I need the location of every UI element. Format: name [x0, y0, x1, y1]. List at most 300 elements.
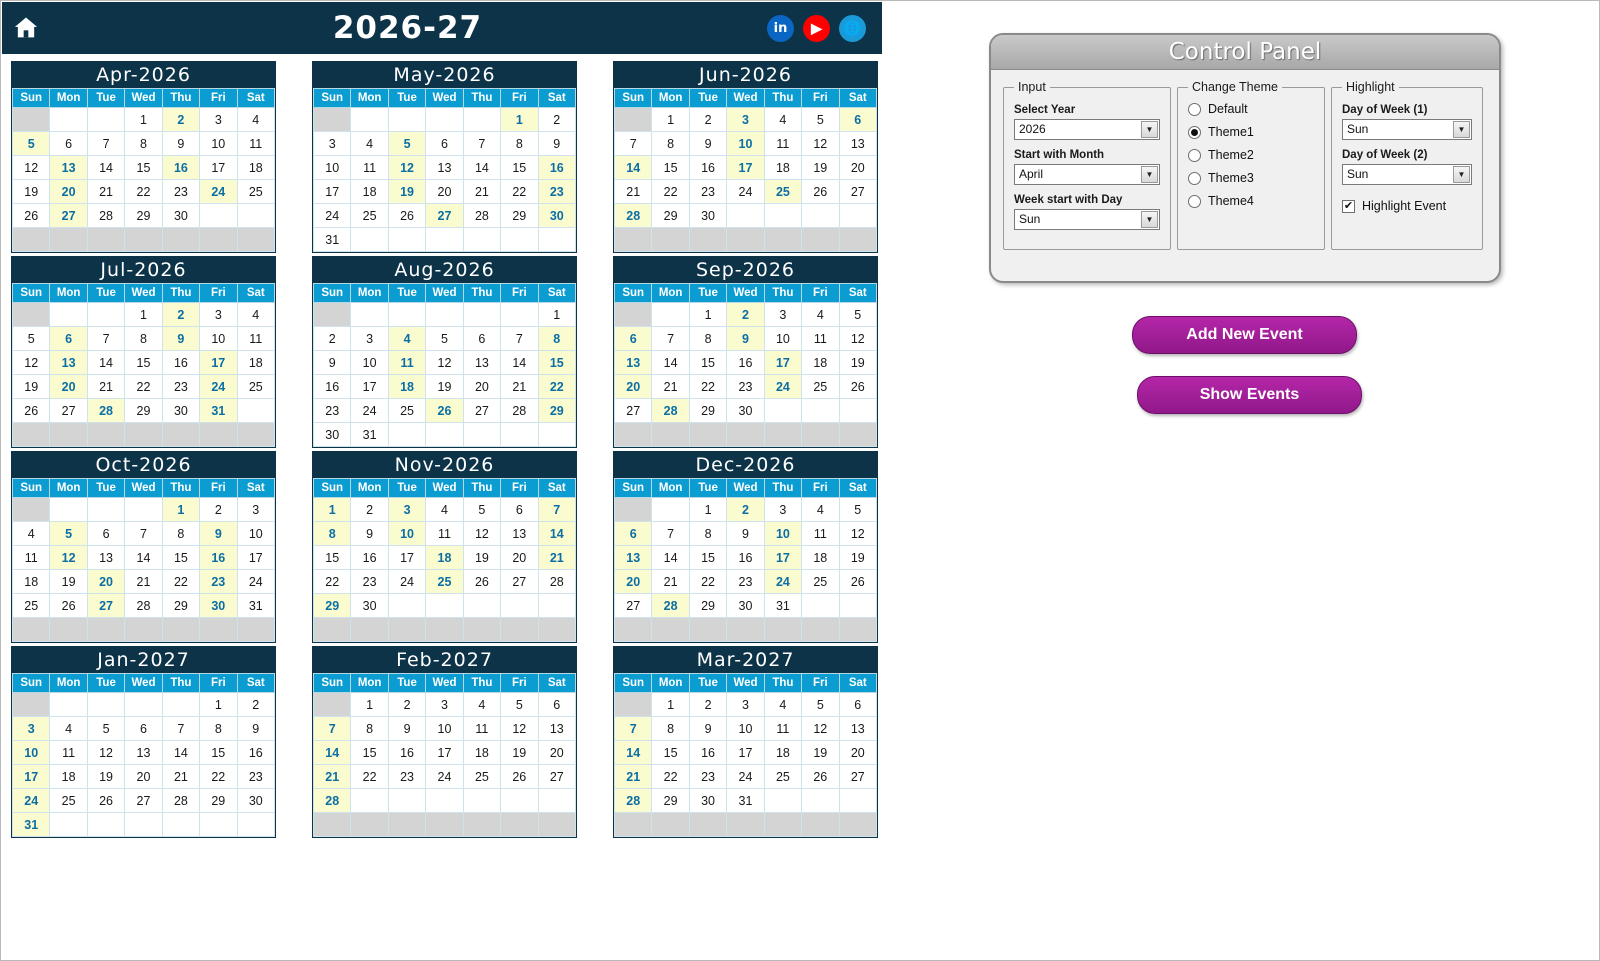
calendar-day-cell[interactable]: 23: [200, 570, 237, 594]
calendar-day-cell[interactable]: 29: [501, 204, 538, 228]
calendar-day-cell[interactable]: 16: [314, 375, 351, 399]
calendar-day-cell[interactable]: 22: [501, 180, 538, 204]
calendar-day-cell[interactable]: 6: [50, 327, 87, 351]
calendar-day-cell[interactable]: 25: [388, 399, 425, 423]
calendar-day-cell[interactable]: 13: [839, 132, 876, 156]
calendar-day-cell[interactable]: 12: [463, 522, 500, 546]
calendar-day-cell[interactable]: 9: [314, 351, 351, 375]
calendar-day-cell[interactable]: 9: [727, 327, 764, 351]
calendar-day-cell[interactable]: 9: [162, 327, 199, 351]
calendar-day-cell[interactable]: 29: [652, 204, 689, 228]
calendar-day-cell[interactable]: 28: [162, 789, 199, 813]
calendar-day-cell[interactable]: 27: [615, 399, 652, 423]
calendar-day-cell[interactable]: 16: [727, 351, 764, 375]
calendar-day-cell[interactable]: 25: [50, 789, 87, 813]
calendar-day-cell[interactable]: 1: [314, 498, 351, 522]
calendar-day-cell[interactable]: 21: [652, 570, 689, 594]
calendar-day-cell[interactable]: 5: [802, 693, 839, 717]
calendar-day-cell[interactable]: 14: [162, 741, 199, 765]
calendar-day-cell[interactable]: 30: [200, 594, 237, 618]
calendar-day-cell[interactable]: 3: [200, 108, 237, 132]
calendar-day-cell[interactable]: 16: [162, 351, 199, 375]
calendar-day-cell[interactable]: 15: [162, 546, 199, 570]
calendar-day-cell[interactable]: 5: [501, 693, 538, 717]
calendar-day-cell[interactable]: 27: [125, 789, 162, 813]
calendar-day-cell[interactable]: 7: [162, 717, 199, 741]
calendar-day-cell[interactable]: 5: [839, 303, 876, 327]
calendar-day-cell[interactable]: 11: [237, 132, 274, 156]
calendar-day-cell[interactable]: 21: [615, 180, 652, 204]
calendar-day-cell[interactable]: 13: [426, 156, 463, 180]
calendar-day-cell[interactable]: 13: [501, 522, 538, 546]
calendar-day-cell[interactable]: 28: [125, 594, 162, 618]
calendar-day-cell[interactable]: 13: [87, 546, 124, 570]
calendar-day-cell[interactable]: 30: [689, 789, 726, 813]
start-month-dropdown[interactable]: [1014, 164, 1160, 185]
calendar-day-cell[interactable]: 1: [200, 693, 237, 717]
calendar-day-cell[interactable]: 15: [314, 546, 351, 570]
calendar-day-cell[interactable]: 9: [727, 522, 764, 546]
calendar-day-cell[interactable]: 14: [314, 741, 351, 765]
calendar-day-cell[interactable]: 7: [463, 132, 500, 156]
calendar-day-cell[interactable]: 2: [689, 108, 726, 132]
calendar-day-cell[interactable]: 16: [538, 156, 575, 180]
calendar-day-cell[interactable]: 1: [351, 693, 388, 717]
calendar-day-cell[interactable]: 4: [802, 498, 839, 522]
calendar-day-cell[interactable]: 22: [689, 570, 726, 594]
calendar-day-cell[interactable]: 30: [689, 204, 726, 228]
calendar-day-cell[interactable]: 29: [689, 399, 726, 423]
calendar-day-cell[interactable]: 21: [162, 765, 199, 789]
calendar-day-cell[interactable]: 18: [237, 156, 274, 180]
calendar-day-cell[interactable]: 14: [463, 156, 500, 180]
calendar-day-cell[interactable]: 19: [13, 180, 50, 204]
calendar-day-cell[interactable]: 11: [802, 327, 839, 351]
calendar-day-cell[interactable]: 7: [652, 522, 689, 546]
calendar-day-cell[interactable]: 25: [463, 765, 500, 789]
calendar-day-cell[interactable]: 22: [538, 375, 575, 399]
theme-option-theme3[interactable]: [1188, 171, 1314, 185]
calendar-day-cell[interactable]: 18: [351, 180, 388, 204]
calendar-day-cell[interactable]: 24: [314, 204, 351, 228]
calendar-day-cell[interactable]: 9: [351, 522, 388, 546]
calendar-day-cell[interactable]: 26: [426, 399, 463, 423]
calendar-day-cell[interactable]: 16: [237, 741, 274, 765]
calendar-day-cell[interactable]: 1: [501, 108, 538, 132]
calendar-day-cell[interactable]: 18: [388, 375, 425, 399]
calendar-day-cell[interactable]: 15: [125, 351, 162, 375]
calendar-day-cell[interactable]: 21: [501, 375, 538, 399]
calendar-day-cell[interactable]: 3: [351, 327, 388, 351]
calendar-day-cell[interactable]: 14: [652, 546, 689, 570]
calendar-day-cell[interactable]: 17: [314, 180, 351, 204]
calendar-day-cell[interactable]: 10: [388, 522, 425, 546]
calendar-day-cell[interactable]: 4: [237, 303, 274, 327]
calendar-day-cell[interactable]: 19: [463, 546, 500, 570]
calendar-day-cell[interactable]: 15: [538, 351, 575, 375]
calendar-day-cell[interactable]: 29: [652, 789, 689, 813]
calendar-day-cell[interactable]: 22: [652, 180, 689, 204]
calendar-day-cell[interactable]: 8: [125, 132, 162, 156]
calendar-day-cell[interactable]: 24: [200, 375, 237, 399]
calendar-day-cell[interactable]: 12: [13, 351, 50, 375]
calendar-day-cell[interactable]: 15: [125, 156, 162, 180]
calendar-day-cell[interactable]: 18: [13, 570, 50, 594]
calendar-day-cell[interactable]: 16: [689, 741, 726, 765]
calendar-day-cell[interactable]: 5: [388, 132, 425, 156]
calendar-day-cell[interactable]: 27: [50, 204, 87, 228]
calendar-day-cell[interactable]: 19: [388, 180, 425, 204]
home-icon[interactable]: [4, 6, 48, 50]
calendar-day-cell[interactable]: 15: [351, 741, 388, 765]
calendar-day-cell[interactable]: 17: [727, 156, 764, 180]
calendar-day-cell[interactable]: 18: [764, 156, 801, 180]
calendar-day-cell[interactable]: 26: [87, 789, 124, 813]
calendar-day-cell[interactable]: 30: [727, 399, 764, 423]
calendar-day-cell[interactable]: 19: [87, 765, 124, 789]
calendar-day-cell[interactable]: 1: [125, 303, 162, 327]
calendar-day-cell[interactable]: 2: [237, 693, 274, 717]
calendar-day-cell[interactable]: 14: [501, 351, 538, 375]
calendar-day-cell[interactable]: 21: [125, 570, 162, 594]
calendar-day-cell[interactable]: 19: [13, 375, 50, 399]
calendar-day-cell[interactable]: 25: [13, 594, 50, 618]
calendar-day-cell[interactable]: 14: [652, 351, 689, 375]
website-icon[interactable]: 🌐: [839, 15, 866, 42]
calendar-day-cell[interactable]: 2: [314, 327, 351, 351]
calendar-day-cell[interactable]: 28: [314, 789, 351, 813]
calendar-day-cell[interactable]: 12: [501, 717, 538, 741]
calendar-day-cell[interactable]: 13: [615, 546, 652, 570]
calendar-day-cell[interactable]: 22: [314, 570, 351, 594]
calendar-day-cell[interactable]: 20: [87, 570, 124, 594]
calendar-day-cell[interactable]: 31: [764, 594, 801, 618]
calendar-day-cell[interactable]: 11: [13, 546, 50, 570]
calendar-day-cell[interactable]: 3: [200, 303, 237, 327]
calendar-day-cell[interactable]: 8: [652, 717, 689, 741]
calendar-day-cell[interactable]: 4: [764, 693, 801, 717]
calendar-day-cell[interactable]: 12: [802, 717, 839, 741]
calendar-day-cell[interactable]: 27: [426, 204, 463, 228]
calendar-day-cell[interactable]: 22: [351, 765, 388, 789]
calendar-day-cell[interactable]: 29: [125, 399, 162, 423]
calendar-day-cell[interactable]: 9: [237, 717, 274, 741]
calendar-day-cell[interactable]: 27: [501, 570, 538, 594]
calendar-day-cell[interactable]: 23: [162, 180, 199, 204]
calendar-day-cell[interactable]: 23: [314, 399, 351, 423]
calendar-day-cell[interactable]: 13: [50, 351, 87, 375]
calendar-day-cell[interactable]: 23: [727, 570, 764, 594]
calendar-day-cell[interactable]: 12: [802, 132, 839, 156]
calendar-day-cell[interactable]: 7: [538, 498, 575, 522]
calendar-day-cell[interactable]: 8: [501, 132, 538, 156]
calendar-day-cell[interactable]: 21: [538, 546, 575, 570]
calendar-day-cell[interactable]: 1: [125, 108, 162, 132]
calendar-day-cell[interactable]: 28: [652, 399, 689, 423]
calendar-day-cell[interactable]: 31: [351, 423, 388, 447]
calendar-day-cell[interactable]: 22: [162, 570, 199, 594]
calendar-day-cell[interactable]: 20: [463, 375, 500, 399]
calendar-day-cell[interactable]: 4: [237, 108, 274, 132]
calendar-day-cell[interactable]: 20: [125, 765, 162, 789]
calendar-day-cell[interactable]: 20: [538, 741, 575, 765]
calendar-day-cell[interactable]: 18: [802, 351, 839, 375]
calendar-day-cell[interactable]: 16: [689, 156, 726, 180]
calendar-day-cell[interactable]: 22: [200, 765, 237, 789]
calendar-day-cell[interactable]: 4: [764, 108, 801, 132]
calendar-day-cell[interactable]: 3: [13, 717, 50, 741]
calendar-day-cell[interactable]: 24: [388, 570, 425, 594]
calendar-day-cell[interactable]: 31: [314, 228, 351, 252]
calendar-day-cell[interactable]: 21: [87, 375, 124, 399]
calendar-day-cell[interactable]: 5: [463, 498, 500, 522]
calendar-day-cell[interactable]: 28: [87, 204, 124, 228]
calendar-day-cell[interactable]: 15: [200, 741, 237, 765]
calendar-day-cell[interactable]: 29: [162, 594, 199, 618]
calendar-day-cell[interactable]: 24: [13, 789, 50, 813]
calendar-day-cell[interactable]: 8: [162, 522, 199, 546]
calendar-day-cell[interactable]: 18: [764, 741, 801, 765]
calendar-day-cell[interactable]: 2: [727, 303, 764, 327]
calendar-day-cell[interactable]: 31: [727, 789, 764, 813]
calendar-day-cell[interactable]: 23: [237, 765, 274, 789]
calendar-day-cell[interactable]: 17: [426, 741, 463, 765]
calendar-day-cell[interactable]: 5: [839, 498, 876, 522]
calendar-day-cell[interactable]: 28: [615, 204, 652, 228]
calendar-day-cell[interactable]: 21: [463, 180, 500, 204]
calendar-day-cell[interactable]: 14: [615, 741, 652, 765]
calendar-day-cell[interactable]: 12: [13, 156, 50, 180]
calendar-day-cell[interactable]: 29: [200, 789, 237, 813]
calendar-day-cell[interactable]: 17: [764, 351, 801, 375]
youtube-icon[interactable]: ▶: [803, 15, 830, 42]
calendar-day-cell[interactable]: 20: [501, 546, 538, 570]
calendar-day-cell[interactable]: 8: [689, 327, 726, 351]
calendar-day-cell[interactable]: 6: [87, 522, 124, 546]
calendar-day-cell[interactable]: 31: [200, 399, 237, 423]
calendar-day-cell[interactable]: 13: [839, 717, 876, 741]
calendar-day-cell[interactable]: 7: [615, 132, 652, 156]
calendar-day-cell[interactable]: 30: [162, 399, 199, 423]
calendar-day-cell[interactable]: 6: [615, 522, 652, 546]
calendar-day-cell[interactable]: 4: [388, 327, 425, 351]
calendar-day-cell[interactable]: 26: [50, 594, 87, 618]
calendar-day-cell[interactable]: 16: [351, 546, 388, 570]
calendar-day-cell[interactable]: 24: [200, 180, 237, 204]
calendar-day-cell[interactable]: 11: [463, 717, 500, 741]
calendar-day-cell[interactable]: 7: [314, 717, 351, 741]
select-year-dropdown[interactable]: [1014, 119, 1160, 140]
calendar-day-cell[interactable]: 28: [538, 570, 575, 594]
calendar-day-cell[interactable]: 8: [652, 132, 689, 156]
calendar-day-cell[interactable]: 26: [802, 765, 839, 789]
calendar-day-cell[interactable]: 14: [125, 546, 162, 570]
calendar-day-cell[interactable]: 23: [689, 765, 726, 789]
calendar-day-cell[interactable]: 6: [538, 693, 575, 717]
calendar-day-cell[interactable]: 10: [764, 327, 801, 351]
calendar-day-cell[interactable]: 2: [689, 693, 726, 717]
calendar-day-cell[interactable]: 1: [689, 303, 726, 327]
calendar-day-cell[interactable]: 30: [162, 204, 199, 228]
calendar-day-cell[interactable]: 4: [802, 303, 839, 327]
calendar-day-cell[interactable]: 20: [615, 375, 652, 399]
calendar-day-cell[interactable]: 18: [802, 546, 839, 570]
calendar-day-cell[interactable]: 4: [463, 693, 500, 717]
calendar-day-cell[interactable]: 22: [689, 375, 726, 399]
calendar-day-cell[interactable]: 11: [351, 156, 388, 180]
calendar-day-cell[interactable]: 27: [839, 765, 876, 789]
calendar-day-cell[interactable]: 19: [501, 741, 538, 765]
calendar-day-cell[interactable]: 28: [463, 204, 500, 228]
calendar-day-cell[interactable]: 21: [314, 765, 351, 789]
calendar-day-cell[interactable]: 2: [388, 693, 425, 717]
calendar-day-cell[interactable]: 7: [615, 717, 652, 741]
calendar-day-cell[interactable]: 19: [802, 741, 839, 765]
calendar-day-cell[interactable]: 30: [351, 594, 388, 618]
calendar-day-cell[interactable]: 17: [237, 546, 274, 570]
calendar-day-cell[interactable]: 17: [200, 351, 237, 375]
week-start-dropdown[interactable]: [1014, 209, 1160, 230]
calendar-day-cell[interactable]: 15: [652, 156, 689, 180]
calendar-day-cell[interactable]: 12: [87, 741, 124, 765]
calendar-day-cell[interactable]: 28: [615, 789, 652, 813]
calendar-day-cell[interactable]: 25: [237, 180, 274, 204]
calendar-day-cell[interactable]: 5: [13, 132, 50, 156]
calendar-day-cell[interactable]: 30: [538, 204, 575, 228]
calendar-day-cell[interactable]: 28: [652, 594, 689, 618]
calendar-day-cell[interactable]: 26: [802, 180, 839, 204]
calendar-day-cell[interactable]: 20: [50, 375, 87, 399]
calendar-day-cell[interactable]: 22: [125, 375, 162, 399]
calendar-day-cell[interactable]: 10: [200, 327, 237, 351]
calendar-day-cell[interactable]: 8: [538, 327, 575, 351]
calendar-day-cell[interactable]: 13: [463, 351, 500, 375]
calendar-day-cell[interactable]: 12: [388, 156, 425, 180]
calendar-day-cell[interactable]: 16: [727, 546, 764, 570]
calendar-day-cell[interactable]: 24: [727, 180, 764, 204]
calendar-day-cell[interactable]: 26: [839, 375, 876, 399]
calendar-day-cell[interactable]: 7: [501, 327, 538, 351]
calendar-day-cell[interactable]: 13: [50, 156, 87, 180]
calendar-day-cell[interactable]: 2: [162, 108, 199, 132]
calendar-day-cell[interactable]: 10: [426, 717, 463, 741]
calendar-day-cell[interactable]: 20: [839, 156, 876, 180]
calendar-day-cell[interactable]: 26: [388, 204, 425, 228]
calendar-day-cell[interactable]: 8: [200, 717, 237, 741]
calendar-day-cell[interactable]: 9: [162, 132, 199, 156]
calendar-day-cell[interactable]: 17: [388, 546, 425, 570]
calendar-day-cell[interactable]: 26: [501, 765, 538, 789]
calendar-day-cell[interactable]: 14: [87, 351, 124, 375]
calendar-day-cell[interactable]: 3: [727, 108, 764, 132]
calendar-day-cell[interactable]: 7: [87, 132, 124, 156]
calendar-day-cell[interactable]: 31: [237, 594, 274, 618]
calendar-day-cell[interactable]: 15: [689, 546, 726, 570]
calendar-day-cell[interactable]: 17: [351, 375, 388, 399]
calendar-day-cell[interactable]: 4: [351, 132, 388, 156]
calendar-day-cell[interactable]: 15: [689, 351, 726, 375]
dow1-dropdown[interactable]: [1342, 119, 1472, 140]
calendar-day-cell[interactable]: 6: [463, 327, 500, 351]
calendar-day-cell[interactable]: 24: [764, 375, 801, 399]
calendar-day-cell[interactable]: 1: [538, 303, 575, 327]
calendar-day-cell[interactable]: 5: [802, 108, 839, 132]
calendar-day-cell[interactable]: 15: [652, 741, 689, 765]
calendar-day-cell[interactable]: 11: [50, 741, 87, 765]
calendar-day-cell[interactable]: 21: [615, 765, 652, 789]
calendar-day-cell[interactable]: 10: [314, 156, 351, 180]
calendar-day-cell[interactable]: 26: [13, 399, 50, 423]
calendar-day-cell[interactable]: 23: [351, 570, 388, 594]
calendar-day-cell[interactable]: 23: [689, 180, 726, 204]
calendar-day-cell[interactable]: 12: [426, 351, 463, 375]
calendar-day-cell[interactable]: 12: [839, 522, 876, 546]
calendar-day-cell[interactable]: 6: [426, 132, 463, 156]
calendar-day-cell[interactable]: 13: [125, 741, 162, 765]
calendar-day-cell[interactable]: 5: [426, 327, 463, 351]
calendar-day-cell[interactable]: 25: [802, 570, 839, 594]
calendar-day-cell[interactable]: 3: [388, 498, 425, 522]
calendar-day-cell[interactable]: 16: [200, 546, 237, 570]
calendar-day-cell[interactable]: 4: [13, 522, 50, 546]
calendar-day-cell[interactable]: 17: [727, 741, 764, 765]
calendar-day-cell[interactable]: 16: [388, 741, 425, 765]
calendar-day-cell[interactable]: 2: [538, 108, 575, 132]
calendar-day-cell[interactable]: 23: [538, 180, 575, 204]
calendar-day-cell[interactable]: 4: [50, 717, 87, 741]
calendar-day-cell[interactable]: 6: [50, 132, 87, 156]
highlight-event-checkbox[interactable]: [1342, 199, 1472, 213]
calendar-day-cell[interactable]: 10: [237, 522, 274, 546]
calendar-day-cell[interactable]: 17: [764, 546, 801, 570]
calendar-day-cell[interactable]: 20: [426, 180, 463, 204]
calendar-day-cell[interactable]: 1: [652, 108, 689, 132]
calendar-day-cell[interactable]: 25: [764, 180, 801, 204]
calendar-day-cell[interactable]: 8: [125, 327, 162, 351]
calendar-day-cell[interactable]: 11: [388, 351, 425, 375]
calendar-day-cell[interactable]: 30: [314, 423, 351, 447]
calendar-day-cell[interactable]: 2: [727, 498, 764, 522]
add-new-event-button[interactable]: Add New Event: [1132, 316, 1357, 354]
calendar-day-cell[interactable]: 14: [538, 522, 575, 546]
calendar-day-cell[interactable]: 17: [200, 156, 237, 180]
calendar-day-cell[interactable]: 20: [50, 180, 87, 204]
calendar-day-cell[interactable]: 24: [237, 570, 274, 594]
calendar-day-cell[interactable]: 25: [764, 765, 801, 789]
calendar-day-cell[interactable]: 13: [538, 717, 575, 741]
calendar-day-cell[interactable]: 18: [426, 546, 463, 570]
calendar-day-cell[interactable]: 24: [351, 399, 388, 423]
calendar-day-cell[interactable]: 12: [50, 546, 87, 570]
calendar-day-cell[interactable]: 31: [13, 813, 50, 837]
calendar-day-cell[interactable]: 11: [764, 717, 801, 741]
calendar-day-cell[interactable]: 27: [50, 399, 87, 423]
calendar-day-cell[interactable]: 3: [764, 498, 801, 522]
calendar-day-cell[interactable]: 18: [463, 741, 500, 765]
calendar-day-cell[interactable]: 1: [652, 693, 689, 717]
calendar-day-cell[interactable]: 3: [426, 693, 463, 717]
calendar-day-cell[interactable]: 4: [426, 498, 463, 522]
calendar-day-cell[interactable]: 22: [125, 180, 162, 204]
calendar-day-cell[interactable]: 9: [689, 132, 726, 156]
calendar-day-cell[interactable]: 22: [652, 765, 689, 789]
calendar-day-cell[interactable]: 11: [802, 522, 839, 546]
calendar-day-cell[interactable]: 8: [351, 717, 388, 741]
calendar-day-cell[interactable]: 29: [689, 594, 726, 618]
calendar-day-cell[interactable]: 10: [200, 132, 237, 156]
calendar-day-cell[interactable]: 9: [200, 522, 237, 546]
calendar-day-cell[interactable]: 21: [87, 180, 124, 204]
